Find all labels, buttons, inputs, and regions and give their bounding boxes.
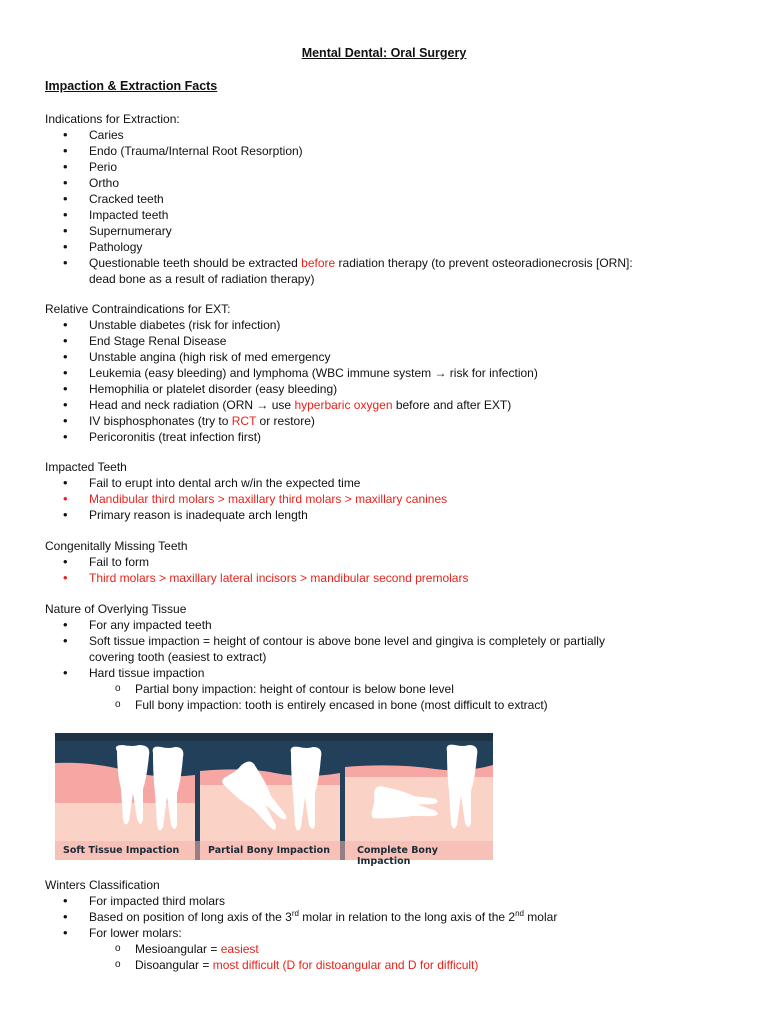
figure-caption: Complete Bony Impaction bbox=[357, 845, 438, 867]
text: before and after EXT) bbox=[392, 398, 512, 412]
list-item: • Ortho bbox=[45, 175, 735, 191]
figure-caption: Soft Tissue Impaction bbox=[63, 845, 180, 856]
missing-section bbox=[45, 538, 735, 586]
list-item: • For impacted third molars bbox=[45, 893, 735, 909]
list-item: • For any impacted teeth bbox=[45, 617, 735, 633]
list-item: • Hemophilia or platelet disorder (easy bleeding) bbox=[45, 381, 735, 397]
list-item bbox=[45, 397, 735, 413]
figure-caption: Partial Bony Impaction bbox=[208, 845, 330, 856]
list-item: • End Stage Renal Disease bbox=[45, 333, 735, 349]
missing-list bbox=[45, 554, 735, 586]
text: radiation therapy (to prevent osteoradionecrosis [ORN]: bbox=[335, 256, 633, 270]
list-item: • Hard tissue impaction bbox=[45, 665, 735, 681]
text: IV bisphosphonates (try to bbox=[89, 414, 232, 428]
winters-heading: Winters Classification bbox=[45, 878, 160, 892]
indications-list bbox=[45, 127, 735, 287]
list-item: • Pericoronitis (treat infection first) bbox=[45, 429, 735, 445]
section-title: Impaction & Extraction Facts bbox=[45, 79, 218, 93]
list-item: • Pathology bbox=[45, 239, 735, 255]
text: Head and neck radiation (ORN → use bbox=[89, 398, 295, 412]
list-item bbox=[45, 255, 735, 287]
indications-heading: Indications for Extraction: bbox=[45, 112, 180, 126]
text: Mesioangular = bbox=[135, 942, 221, 956]
superscript: rd bbox=[291, 909, 299, 918]
text: Soft tissue impaction = height of contour is above bone level and gingiva is completely or partially bbox=[89, 634, 605, 648]
list-item: • Caries bbox=[45, 127, 735, 143]
indications-section bbox=[45, 111, 735, 287]
sub-list-item bbox=[45, 941, 735, 957]
text: molar in relation to the long axis of the 2 bbox=[298, 910, 516, 924]
sub-list-item: o Full bony impaction: tooth is entirely encased in bone (most difficult to extract) bbox=[45, 697, 735, 713]
overlying-heading: Nature of Overlying Tissue bbox=[45, 602, 187, 616]
highlight-text: most difficult (D for distoangular and D for difficult) bbox=[212, 958, 479, 972]
text: molar bbox=[523, 910, 558, 924]
page-title: Mental Dental: Oral Surgery bbox=[301, 46, 467, 60]
list-item: • Unstable angina (high risk of med emergency bbox=[45, 349, 735, 365]
text: Questionable teeth should be extracted bbox=[89, 256, 302, 270]
list-item: • Supernumerary bbox=[45, 223, 735, 239]
text: dead bone as a result of radiation therapy) bbox=[89, 272, 315, 286]
list-item: • Unstable diabetes (risk for infection) bbox=[45, 317, 735, 333]
contraindications-list bbox=[45, 317, 735, 445]
list-item bbox=[45, 909, 735, 925]
highlight-text: easiest bbox=[220, 942, 259, 956]
list-item: • Third molars > maxillary lateral incisors > mandibular second premolars bbox=[45, 570, 735, 586]
impacted-heading: Impacted Teeth bbox=[45, 460, 127, 474]
list-item: • Impacted teeth bbox=[45, 207, 735, 223]
impaction-figure bbox=[55, 733, 493, 867]
list-item: • Perio bbox=[45, 159, 735, 175]
sub-list-item bbox=[45, 957, 735, 973]
winters-list bbox=[45, 893, 735, 973]
contraindications-heading: Relative Contraindications for EXT: bbox=[45, 302, 231, 316]
list-item bbox=[45, 633, 735, 665]
highlight-text: before bbox=[301, 256, 336, 270]
text: Based on position of long axis of the 3 bbox=[89, 910, 292, 924]
list-item: • Endo (Trauma/Internal Root Resorption) bbox=[45, 143, 735, 159]
overlying-list bbox=[45, 617, 735, 713]
list-item: • For lower molars: bbox=[45, 925, 735, 941]
impacted-section bbox=[45, 459, 735, 523]
impaction-illustration bbox=[55, 733, 493, 860]
winters-section bbox=[45, 877, 735, 973]
contraindications-section bbox=[45, 301, 735, 445]
list-item: • Mandibular third molars > maxillary third molars > maxillary canines bbox=[45, 491, 735, 507]
highlight-text: RCT bbox=[231, 414, 257, 428]
text: Disoangular = bbox=[135, 958, 213, 972]
list-item: • Fail to erupt into dental arch w/in the expected time bbox=[45, 475, 735, 491]
list-item: • Fail to form bbox=[45, 554, 735, 570]
list-item: • Cracked teeth bbox=[45, 191, 735, 207]
impacted-list bbox=[45, 475, 735, 523]
list-item: • Primary reason is inadequate arch length bbox=[45, 507, 735, 523]
list-item bbox=[45, 413, 735, 429]
overlying-section bbox=[45, 601, 735, 713]
missing-heading: Congenitally Missing Teeth bbox=[45, 539, 188, 553]
text: covering tooth (easiest to extract) bbox=[89, 650, 267, 664]
list-item: • Leukemia (easy bleeding) and lymphoma (WBC immune system → risk for infection) bbox=[45, 365, 735, 381]
sub-list-item: o Partial bony impaction: height of contour is below bone level bbox=[45, 681, 735, 697]
text: or restore) bbox=[256, 414, 315, 428]
highlight-text: hyperbaric oxygen bbox=[294, 398, 393, 412]
superscript: nd bbox=[515, 909, 524, 918]
